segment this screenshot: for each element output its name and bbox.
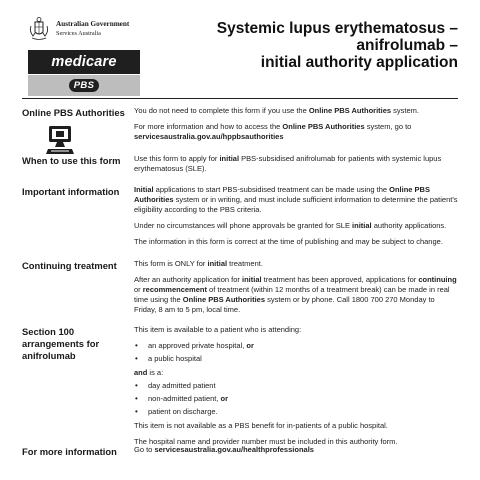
text-bold: Initial — [134, 185, 154, 194]
text: After an authority application for — [134, 275, 242, 284]
text-bold: initial — [207, 259, 228, 268]
text: treatment has been approved, applications for — [261, 275, 419, 284]
text: The hospital name and provider number must be included in this authority form. — [134, 437, 398, 446]
label-when: When to use this form — [22, 155, 121, 166]
header — [0, 0, 480, 100]
gov-line2: Services Australia — [56, 30, 101, 37]
government-wordmark — [56, 20, 129, 38]
section-online — [22, 106, 458, 154]
section-body — [134, 445, 458, 461]
section-label — [22, 106, 134, 154]
content — [22, 106, 458, 461]
text: day admitted patient — [148, 381, 216, 390]
text: PBS-subsidised anifrolumab for patients with systemic lupus erythematosus (SLE). — [134, 154, 442, 173]
text: a public hospital — [148, 354, 202, 363]
title-line-2: anifrolumab – — [356, 37, 458, 54]
text: authority applications. — [371, 221, 447, 230]
label-online: Online PBS Authorities — [22, 107, 125, 118]
section-body — [134, 185, 458, 259]
text-bold: or — [220, 394, 229, 403]
text-bold: initial — [219, 154, 240, 163]
list-item — [134, 407, 458, 417]
text-bold: Online PBS Authorities — [308, 106, 392, 115]
computer-icon — [44, 123, 78, 157]
text: treatment. — [227, 259, 263, 268]
text: This form is ONLY for — [134, 259, 208, 268]
text: system. — [391, 106, 419, 115]
text: For more information and how to access the — [134, 122, 283, 131]
text: This item is available to a patient who is attending: — [134, 325, 302, 334]
label-more: For more information — [22, 446, 117, 457]
text: Under no circumstances will phone approvals be granted for SLE — [134, 221, 353, 230]
medicare-logo — [28, 50, 140, 74]
page-title — [158, 20, 458, 71]
text: non-admitted patient, — [148, 394, 221, 403]
text: an approved private hospital, — [148, 341, 247, 350]
text: system or in writing, and must include sufficient information to determine the patient's eligibility according to the PBS criteria. — [134, 195, 458, 214]
text-bold: recommencement — [142, 285, 207, 294]
hppbs-link[interactable]: servicesaustralia.gov.au/hppbsauthorities — [134, 132, 284, 141]
pbs-label: PBS — [69, 79, 99, 92]
text: or — [134, 285, 143, 294]
pbs-logo — [28, 75, 140, 96]
text: of treatment (within 12 months of a treatment break) can be made in real time using the — [134, 285, 450, 304]
text: system or by phone. Call 1800 700 270 Monday to Friday, 8 am to 5 pm, local time. — [134, 295, 435, 314]
medicare-label: medicare — [51, 54, 117, 70]
label-section100: Section 100 arrangements for anifrolumab — [22, 326, 100, 361]
text-bold: continuing — [418, 275, 457, 284]
healthprofessionals-link[interactable]: servicesaustralia.gov.au/healthprofessionals — [154, 445, 314, 454]
header-divider — [22, 98, 458, 99]
section-body — [134, 154, 458, 185]
title-line-3: initial authority application — [260, 54, 458, 71]
section-100 — [22, 325, 458, 445]
section-more — [22, 445, 458, 461]
text: Use this form to apply for — [134, 154, 220, 163]
label-important: Important information — [22, 186, 120, 197]
text: system, go to — [364, 122, 412, 131]
section-body — [134, 106, 458, 154]
logo-block — [28, 14, 140, 96]
text-bold: and — [134, 368, 148, 377]
title-line-1: Systemic lupus erythematosus – — [216, 20, 458, 37]
text-bold: Online PBS Authorities — [134, 185, 430, 204]
section-when — [22, 154, 458, 185]
section-body — [134, 259, 458, 325]
section-continuing — [22, 259, 458, 325]
text: Go to — [134, 445, 155, 454]
label-continuing: Continuing treatment — [22, 260, 117, 271]
text-bold: Online PBS Authorities — [282, 122, 365, 131]
text: is a: — [147, 368, 164, 377]
section-body — [134, 325, 458, 445]
text: You do not need to complete this form if you use the — [134, 106, 309, 115]
hospital-list — [134, 341, 458, 364]
text-bold: or — [246, 341, 254, 350]
text-bold: initial — [241, 275, 262, 284]
list-item — [134, 354, 458, 364]
coat-of-arms-icon — [28, 16, 50, 42]
list-item — [134, 341, 458, 351]
section-important — [22, 185, 458, 259]
text-bold: initial — [352, 221, 372, 230]
list-item — [134, 394, 458, 404]
gov-line1: Australian Government — [56, 20, 130, 28]
text-bold: Online PBS Authorities — [182, 295, 266, 304]
list-item — [134, 381, 458, 391]
text: This item is not available as a PBS benefit for in-patients of a public hospital. — [134, 421, 388, 430]
patient-type-list — [134, 381, 458, 417]
text: applications to start PBS-subsidised treatment can be made using the — [153, 185, 390, 194]
text: The information in this form is correct at the time of publishing and may be subject to change. — [134, 237, 443, 246]
text: patient on discharge. — [148, 407, 218, 416]
